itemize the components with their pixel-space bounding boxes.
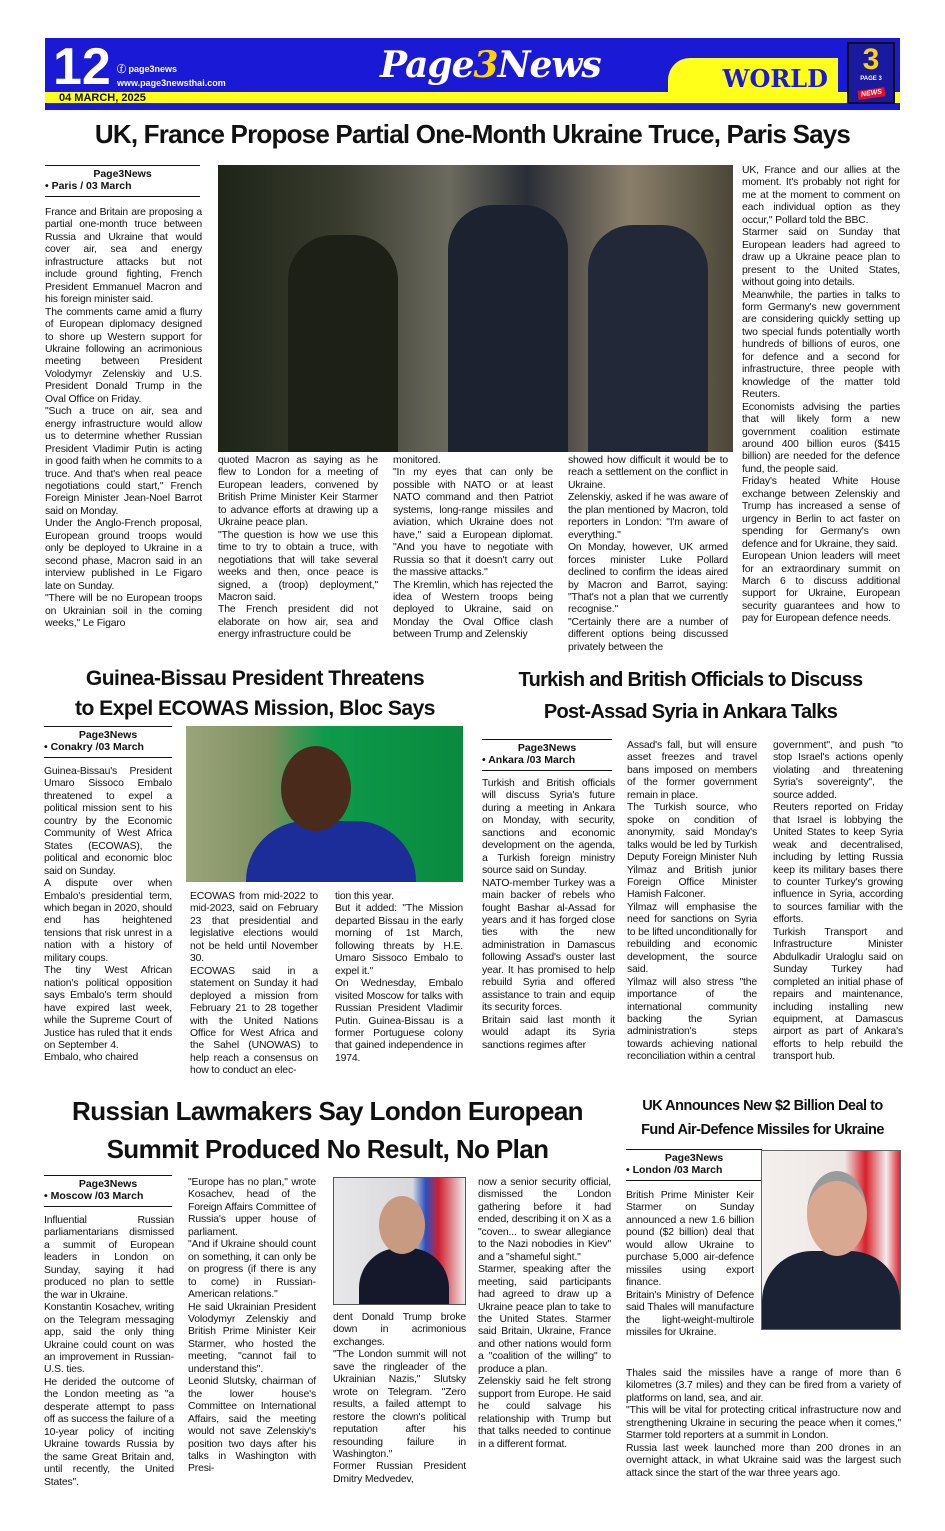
article-paragraph: Meanwhile, the parties in talks to form Germany's new government are considering quickly setting up two special funds potentially worth hundreds of billions of euros, one for defence and a second for infrastructure, three people with knowledge of the matter told Reuters. <box>742 289 900 401</box>
article-paragraph: monitored. <box>393 455 441 466</box>
story3-column-2 <box>627 740 757 1064</box>
story1-byline <box>45 165 200 197</box>
story3-byline: Page3News • Ankara /03 March <box>482 739 612 771</box>
article-paragraph: UK, France and our allies at the moment. It's probably not right for me at the moment to comment on each individual option as they occur," Pollard told the BBC. <box>742 165 900 226</box>
website-link[interactable]: www.page3newsthai.com <box>117 78 226 88</box>
article-paragraph: A dispute over when Embalo's presidential term, which began in 2020, should end has heightened tensions that risk unrest in a nation with a history of military coups. <box>44 878 172 964</box>
story4-column-2 <box>188 1177 316 1476</box>
article-paragraph: "There will be no European troops on Ukrainian soil in the coming weeks," Le Figaro <box>45 593 202 629</box>
story4-byline: Page3News • Moscow /03 March <box>44 1175 172 1207</box>
facebook-handle[interactable]: page3news <box>128 64 178 74</box>
article-paragraph: Guinea-Bissau's President Umaro Sissoco Embalo threatened to expel a political mission sent to his country by the Economic Community of West Africa States (ECOWAS), the political and economic bloc said on Sunday. <box>44 766 172 877</box>
article-paragraph: On Monday, however, UK armed forces minister Luke Pollard declined to confirm the ideas aired by Macron and Barrot, saying: "That's not a plan that we currently recognise." <box>568 542 728 616</box>
page-number: 12 <box>53 38 111 96</box>
article-paragraph: quoted Macron as saying as he flew to London for a meeting of European leaders, convened by British Prime Minister Keir Starmer to advance efforts at drawing up a Ukraine peace plan. <box>218 455 378 529</box>
article-paragraph: "The question is how we use this time to try to obtain a truce, with negotiations that will take several weeks and then, once peace is signed, a (troop) deployment," Macron said. <box>218 529 378 603</box>
story4-column-3 <box>333 1312 466 1486</box>
story3-column-1 <box>482 778 615 1052</box>
date-strip <box>45 92 900 106</box>
article-paragraph: Assad's fall, but will ensure asset freezes and travel bans imposed on members of the former government remain in place. <box>627 740 757 801</box>
story4-column-1 <box>44 1215 174 1489</box>
article-paragraph: showed how difficult it would be to reach a settlement on the conflict in Ukraine. <box>568 455 728 491</box>
story5-column-wide <box>626 1368 901 1480</box>
article-paragraph: Zelenskiy, asked if he was aware of the plan mentioned by Macron, told reporters in London: "I'm aware of everything." <box>568 492 728 541</box>
page3-badge-logo: 3 PAGE 3 NEWS <box>847 42 895 104</box>
story1-column-1 <box>45 207 202 630</box>
article-paragraph: ECOWAS from mid-2022 to mid-2023, said on February 23 that presidential and legislative elections would not be held until November 30. <box>190 891 318 965</box>
article-paragraph: "This will be vital for protecting critical infrastructure now and strengthening Ukraine in securing the peace when it comes," Starmer told reporters at a summit in London. <box>626 1405 901 1442</box>
article-paragraph: Leonid Slutsky, chairman of the lower house's Committee on International Affairs, said the meeting would not save Zelenskiy's position two days after his talks in Washington with Presi- <box>188 1376 316 1475</box>
article-paragraph: Under the Anglo-French proposal, European ground troops would only be deployed to Ukraine in a second phase, Macron said in an interview published in Le Figaro late on Sunday. <box>45 518 202 592</box>
article-paragraph: "In my eyes that can only be possible with NATO or at least NATO command and then Patriot systems, long-range missiles and aviation, which Ukraine does not have," said a European diplomat. "And you have to negotiate with Russia so that it doesn't carry out the massive attacks." <box>393 467 553 579</box>
story4-photo-kosachev <box>333 1177 466 1305</box>
story5-column-1 <box>626 1190 754 1339</box>
story5-headline: UK Announces New $2 Billion Deal to Fund Air-Defence Missiles for Ukraine <box>641 1098 884 1138</box>
article-paragraph: "And if Ukraine should count on something, it can only be on progress (if there is any to come) in Russian-American relations." <box>188 1239 316 1301</box>
article-paragraph: Reuters reported on Friday that Israel is lobbying the United States to keep Syria weak and decentralised, including by letting Russia keep its military bases there to counter Turkey's growing influence in Syria, according to sources familiar with the efforts. <box>773 802 903 926</box>
story1-headline: UK, France Propose Partial One-Month Ukraine Truce, Paris Says <box>94 119 851 149</box>
article-paragraph: Embalo, who chaired <box>44 1052 139 1064</box>
article-paragraph: Zelenskiy said he felt strong support from Europe. He said he could salvage his relationship with Trump but that talks needed to continue in a different format. <box>478 1376 611 1450</box>
story1-photo-leaders <box>218 165 733 452</box>
article-paragraph: government", and push "to stop Israel's actions openly violating and threatening Syria's sovereignty", the source added. <box>773 740 903 801</box>
article-paragraph: The tiny West African nation's political opposition says Embalo's term should have expired last week, while the Supreme Court of Justice has ruled that it ends on September 4. <box>44 965 172 1051</box>
article-paragraph: Starmer said on Sunday that European leaders had agreed to draw up a Ukraine peace plan to present to the United States, without going into details. <box>742 227 900 289</box>
story2-byline: Page3News • Conakry /03 March <box>44 726 172 758</box>
article-paragraph: Britain said last month it would adapt its Syria sanctions regimes after <box>482 1014 615 1051</box>
article-paragraph: Turkish and British officials will discuss Syria's future during a meeting in Ankara on Monday, with security, sanctions and economic development on the agenda, a Turkish foreign ministry source said on Sunday. <box>482 778 615 877</box>
social-links <box>117 62 226 90</box>
article-paragraph: He said Ukrainian President Volodymyr Zelenskiy and British Prime Minister Keir Starmer, who hosted the meeting, "cannot fail to understand this". <box>188 1301 316 1375</box>
article-paragraph: "Certainly there are a number of different options being discussed privately between the <box>568 616 728 653</box>
article-paragraph: Former Russian President Dmitry Medvedev, <box>333 1461 466 1485</box>
story1-column-5 <box>742 165 900 626</box>
article-paragraph: The Kremlin, which has rejected the idea of Western troops being deployed to Ukraine, said on Monday the Oval Office clash between Trump and Zelenskiy <box>393 579 553 641</box>
article-paragraph: Thales said the missiles have a range of more than 6 kilometres (3.7 miles) and they can be fired from a variety of platforms on land, sea, and air. <box>626 1368 901 1404</box>
section-label: WORLD <box>722 64 828 93</box>
story1-column-4 <box>568 455 728 654</box>
article-paragraph: European Union leaders will meet for an extraordinary summit on March 6 to discuss additional support for Ukraine, European security guarantees and how to pay for European defence needs. <box>742 551 900 625</box>
story2-column-1 <box>44 766 172 1065</box>
article-paragraph: NATO-member Turkey was a main backer of rebels who fought Bashar al-Assad for years and it has forged close ties with the new administration in Damascus following Assad's ouster last year. It has promised to help rebuild Syria and offered assistance to train and equip its security forces. <box>482 877 615 1014</box>
article-paragraph: "Europe has no plan," wrote Kosachev, head of the Foreign Affairs Committee of Russia's upper house of parliament. <box>188 1177 316 1238</box>
article-paragraph: The French president did not elaborate on how air, sea and energy infrastructure could be <box>218 604 378 641</box>
article-paragraph: "The London summit will not save the ringleader of the Ukrainian Nazis," Slutsky wrote on Telegram. "Zero results, a failed attempt to restore the clown's political reputation after his resounding failure in Washington." <box>333 1349 466 1460</box>
article-paragraph: Russia last week launched more than 200 drones in an overnight attack, in what Ukraine said was the largest such attack since the start of the war three years ago. <box>626 1442 901 1479</box>
article-paragraph: The Turkish source, who spoke on condition of anonymity, said Monday's talks would be led by Turkish Deputy Foreign Minister Nuh Yilmaz and British junior Foreign Office Minister Hamish Falconer. <box>627 802 757 901</box>
article-paragraph: tion this year. <box>335 891 394 902</box>
newspaper-logo: Page3News <box>380 44 601 86</box>
article-paragraph: Friday's heated White House exchange between Zelenskiy and Trump has increased a sense of urgency in Berlin to act faster on spending for Germany's own defence and for Ukraine, they said. <box>742 476 900 550</box>
issue-date: 04 MARCH, 2025 <box>59 92 146 104</box>
article-paragraph: But it added: "The Mission departed Bissau in the early morning of 1st March, following threats by H.E. Umaro Sissoco Embalo to expel it." <box>335 903 463 977</box>
article-paragraph: British Prime Minister Keir Starmer on Sunday announced a new 1.6 billion pound ($2 billion) deal that would allow Ukraine to purchase 5,000 air-defence missiles using export finance. <box>626 1190 754 1289</box>
article-paragraph: France and Britain are proposing a partial one-month truce between Russia and Ukraine that would cover air, sea and energy infrastructure attacks but not include ground fighting, French President Emmanuel Macron and his foreign minister said. <box>45 207 202 306</box>
article-paragraph: On Wednesday, Embalo visited Moscow for talks with Russian President Vladimir Putin. Guinea-Bissau is a former Portuguese colony that gained independence in 1974. <box>335 978 463 1064</box>
byline-source: Page3News <box>93 168 152 180</box>
story2-column-3 <box>335 891 463 1065</box>
article-paragraph: Economists advising the parties that will likely form a new government coalition estimate around 400 billion euros ($415 billion) are needed for the defence fund, the people said. <box>742 401 900 475</box>
article-paragraph: Influential Russian parliamentarians dismissed a summit of European leaders in London on Sunday, saying it had produced no plan to settle the war in Ukraine. <box>44 1215 174 1301</box>
story2-headline: Guinea-Bissau President Threatens to Expel ECOWAS Mission, Bloc Says <box>75 667 435 720</box>
article-paragraph: Starmer, speaking after the meeting, said participants had agreed to draw up a Ukraine peace plan to take to the United States. Starmer said Britain, Ukraine, France and other nations would form a "coalition of the willing" to produce a plan. <box>478 1264 611 1375</box>
story1-column-3 <box>393 455 553 642</box>
story1-column-2 <box>218 455 378 642</box>
article-paragraph: Konstantin Kosachev, writing on the Telegram messaging app, said the only thing Ukraine could count on was an improvement in Russian-U.S. ties. <box>44 1302 174 1376</box>
story2-photo-embalo <box>186 726 463 882</box>
article-paragraph: He derided the outcome of the London meeting as "a desperate attempt to pass off as success the failure of a 10-year policy of inciting Ukraine towards Russia by the same Great Britain and, until recently, the United States". <box>44 1376 174 1488</box>
article-paragraph: The comments came amid a flurry of European diplomacy designed to shore up Western support for Ukraine following an acrimonious meeting between President Volodymyr Zelenskiy and U.S. President Donald Trump in the Oval Office on Friday. <box>45 306 202 405</box>
story3-headline: Turkish and British Officials to Discuss Post-Assad Syria in Ankara Talks <box>518 669 863 723</box>
story4-column-4 <box>478 1177 611 1451</box>
facebook-icon: ⓕ <box>117 64 129 74</box>
article-paragraph: Yilmaz will emphasise the need for sanctions on Syria to be lifted unconditionally for rebuilding and economic development, the source said. <box>627 901 757 976</box>
story4-headline: Russian Lawmakers Say London European Summit Produced No Result, No Plan <box>72 1096 583 1164</box>
story3-column-3 <box>773 740 903 1064</box>
article-paragraph: Britain's Ministry of Defence said Thales will manufacture the light-weight-multirole missiles for Ukraine. <box>626 1289 754 1338</box>
article-paragraph: Turkish Transport and Infrastructure Minister Abdulkadir Uraloglu said on Sunday Turkey had completed an initial phase of repairs and maintenance, including installing new equipment, at Damascus airport as part of Ankara's efforts to help rebuild the transport hub. <box>773 926 903 1063</box>
article-paragraph: dent Donald Trump broke down in acrimonious exchanges. <box>333 1312 466 1348</box>
article-paragraph: now a senior security official, dismissed the London gathering before it had ended, describing it on X as a "coven... to swear allegiance to the Nazi nobodies in Kiev" and a "shameful sight." <box>478 1177 611 1263</box>
story5-photo-starmer <box>761 1150 901 1330</box>
masthead <box>45 38 900 110</box>
story2-column-2 <box>190 891 318 1078</box>
article-paragraph: Yilmaz will also stress "the importance of the international community backing the Syrian administration's steps towards achieving national reconciliation within a central <box>627 976 757 1063</box>
article-paragraph: "Such a truce on air, sea and energy infrastructure would allow us to determine whether Russian President Vladimir Putin is acting in good faith when he commits to a truce. And that's when real peace negotiations could start," French Foreign Minister Jean-Noel Barrot said on Monday. <box>45 406 202 517</box>
story5-byline: Page3News • London /03 March <box>626 1149 762 1181</box>
byline-dateline: • Paris / 03 March <box>45 180 132 192</box>
article-paragraph: ECOWAS said in a statement on Sunday it had deployed a mission from February 21 to 28 together with the United Nations Office for West Africa and the Sahel (UNOWAS) to help reach a consensus on how to conduct an elec- <box>190 965 318 1077</box>
